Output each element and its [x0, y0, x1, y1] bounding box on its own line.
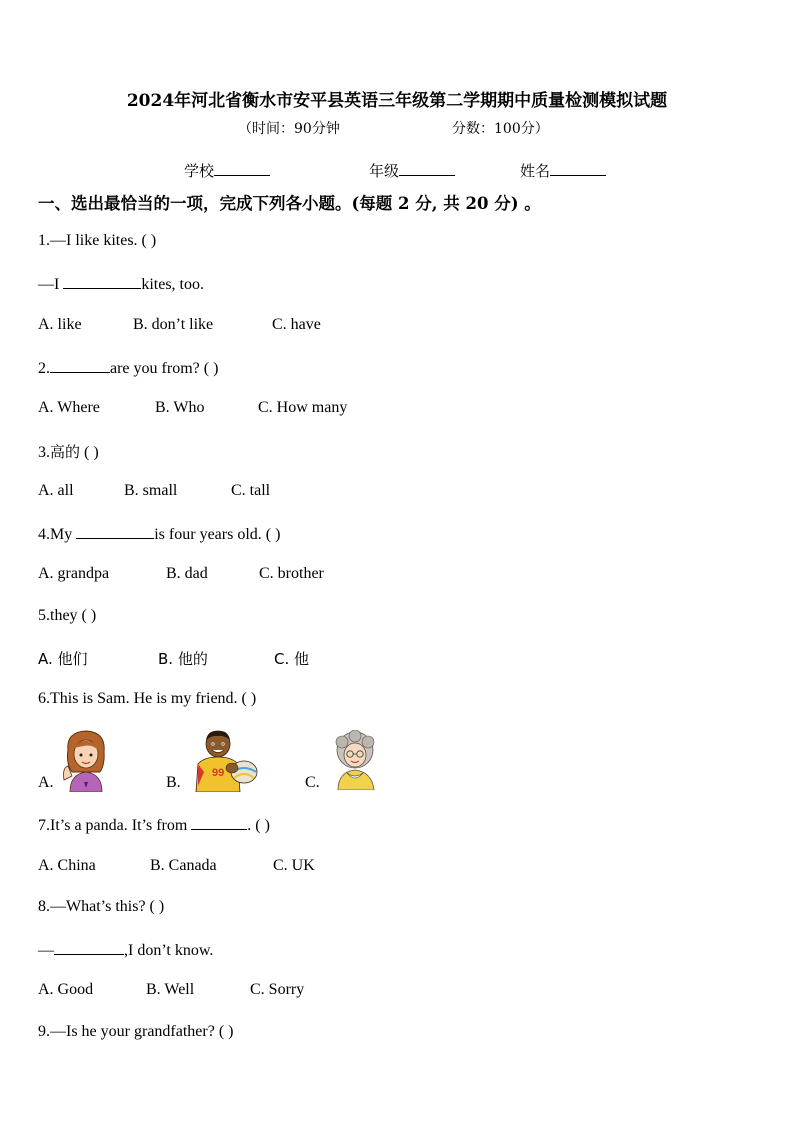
- option-b[interactable]: B. Who: [155, 399, 205, 416]
- answer-blank[interactable]: [76, 524, 154, 539]
- option-c[interactable]: C. have: [272, 316, 321, 333]
- question-1-response: [38, 274, 204, 294]
- option-b[interactable]: B. Canada: [150, 857, 217, 874]
- grade-field: [369, 160, 455, 181]
- option-a[interactable]: A.: [38, 774, 54, 791]
- answer-blank[interactable]: [50, 358, 110, 373]
- question-stem: are you from? ( ): [110, 360, 219, 377]
- question-stem: is four years old. ( ): [154, 526, 281, 543]
- option-b[interactable]: B. dad: [166, 565, 208, 582]
- question-number: 8.: [38, 898, 50, 915]
- option-c[interactable]: C.: [305, 774, 320, 791]
- exam-score: 分数：100分）: [452, 121, 549, 137]
- question-stem: ,I don’t know.: [124, 942, 214, 959]
- grade-blank[interactable]: [399, 161, 455, 176]
- option-a[interactable]: A. like: [38, 316, 82, 333]
- option-a[interactable]: A. grandpa: [38, 565, 110, 582]
- jersey-number: 99: [212, 767, 225, 779]
- question-7: [38, 815, 270, 835]
- question-8-response: [38, 940, 213, 960]
- boy-picture[interactable]: [190, 728, 262, 792]
- question-stem: —I like kites. ( ): [50, 232, 157, 249]
- option-b[interactable]: B. don’t like: [133, 316, 214, 333]
- option-b[interactable]: B.: [166, 774, 181, 791]
- question-stem: —: [38, 942, 54, 959]
- name-label: 姓名: [520, 162, 551, 180]
- question-stem: It’s a panda. It’s from: [50, 817, 192, 834]
- option-a[interactable]: A. Where: [38, 399, 100, 416]
- question-stem: —What’s this? ( ): [50, 898, 165, 915]
- question-stem: —Is he your grandfather? ( ): [50, 1023, 234, 1040]
- name-blank[interactable]: [550, 161, 606, 176]
- option-a[interactable]: A. China: [38, 857, 96, 874]
- option-c[interactable]: C. How many: [258, 399, 348, 416]
- option-a[interactable]: A. Good: [38, 981, 94, 998]
- question-stem: This is Sam. He is my friend. ( ): [50, 690, 257, 707]
- question-stem: . ( ): [247, 817, 270, 834]
- question-number: 5.: [38, 607, 50, 624]
- question-9: [38, 1023, 233, 1041]
- question-number: 6.: [38, 690, 50, 707]
- option-c[interactable]: C. 他: [274, 650, 310, 668]
- question-stem: —I: [38, 276, 64, 293]
- option-c[interactable]: C. UK: [273, 857, 315, 874]
- option-a[interactable]: A. 他们: [38, 650, 88, 668]
- option-c[interactable]: C. tall: [231, 482, 271, 499]
- question-number: 4.: [38, 526, 50, 543]
- option-c[interactable]: C. Sorry: [250, 981, 305, 998]
- question-6: [38, 690, 256, 708]
- question-8: [38, 898, 164, 916]
- question-number: 3.: [38, 444, 50, 461]
- question-1: [38, 232, 156, 250]
- question-number: 2.: [38, 360, 50, 377]
- answer-blank[interactable]: [63, 274, 141, 289]
- school-label: 学校: [184, 162, 215, 180]
- question-number: 9.: [38, 1023, 50, 1040]
- grade-label: 年级: [369, 162, 400, 180]
- option-b[interactable]: B. small: [124, 482, 178, 499]
- exam-time: （时间：90分钟: [238, 121, 340, 137]
- question-number: 1.: [38, 232, 50, 249]
- answer-blank[interactable]: [54, 940, 124, 955]
- school-field: [184, 160, 270, 181]
- girl-picture[interactable]: [58, 728, 114, 792]
- question-4: [38, 524, 280, 544]
- question-3: [38, 441, 99, 462]
- answer-blank[interactable]: [191, 815, 247, 830]
- name-field: [520, 160, 606, 181]
- exam-title: 2024年河北省衡水市安平县英语三年级第二学期期中质量检测模拟试题: [126, 91, 668, 111]
- option-a[interactable]: A. all: [38, 482, 74, 499]
- grandma-picture[interactable]: [330, 730, 380, 790]
- option-b[interactable]: B. Well: [146, 981, 195, 998]
- question-stem: they ( ): [50, 607, 97, 624]
- school-blank[interactable]: [214, 161, 270, 176]
- question-stem: kites, too.: [141, 276, 204, 293]
- option-c[interactable]: C. brother: [259, 565, 324, 582]
- section-heading: 一、选出最恰当的一项，完成下列各小题。(每题 2 分, 共 20 分) 。: [38, 194, 541, 213]
- question-stem: 高的: [50, 443, 81, 461]
- question-stem: My: [50, 526, 77, 543]
- question-5: [38, 607, 96, 625]
- question-stem: ( ): [80, 444, 99, 461]
- option-b[interactable]: B. 他的: [158, 650, 208, 668]
- question-number: 7.: [38, 817, 50, 834]
- question-2: [38, 358, 218, 378]
